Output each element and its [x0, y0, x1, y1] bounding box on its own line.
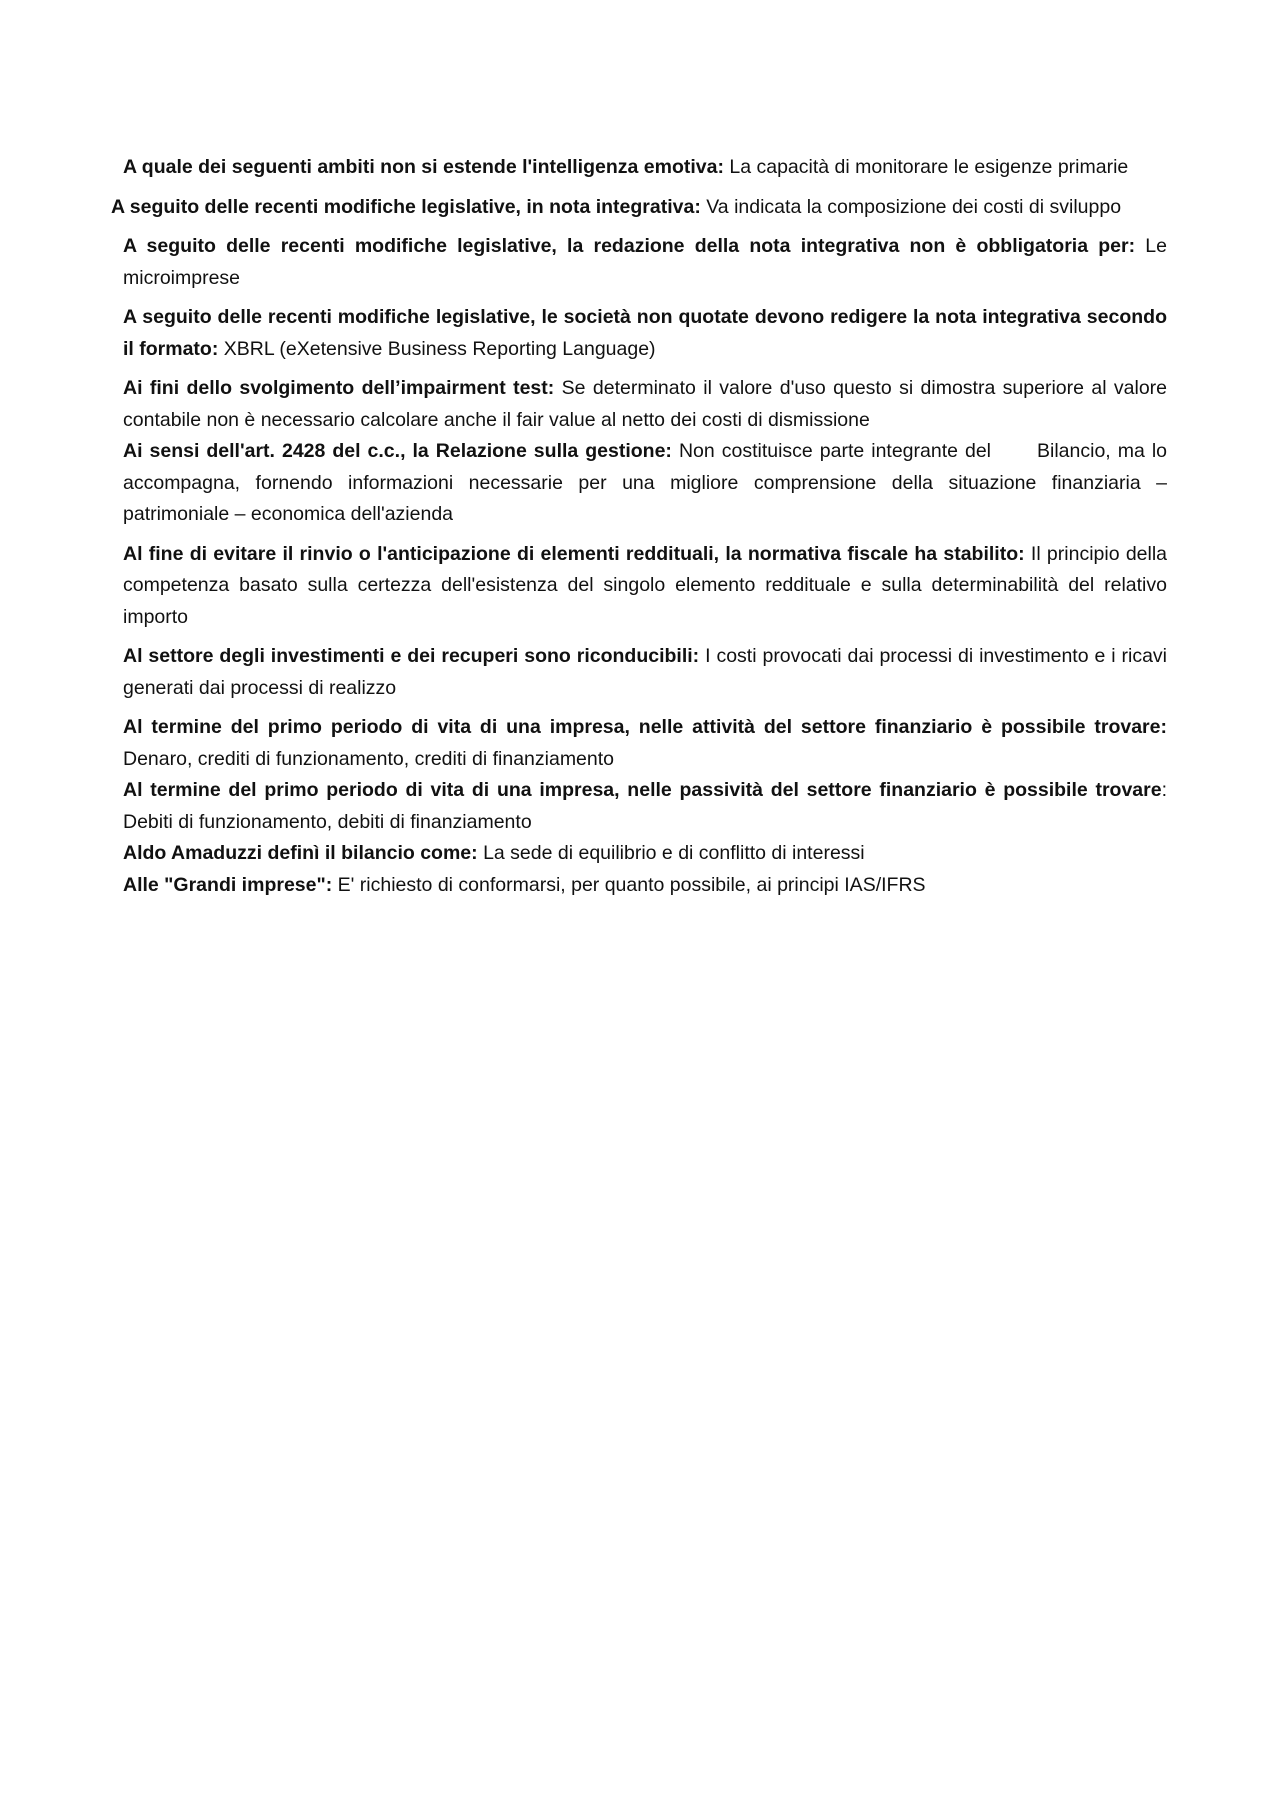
- answer: E' richiesto di conformarsi, per quanto possibile, ai principi IAS/IFRS: [337, 873, 926, 896]
- qa-entry: [123, 870, 1167, 902]
- question: Al termine del primo periodo di vita di una impresa, nelle attività del settore finanziario è possibile trovare:: [123, 716, 1167, 738]
- question: Ai fini dello svolgimento dell’impairment test:: [123, 377, 555, 399]
- question: A seguito delle recenti modifiche legislative, in nota integrativa:: [111, 195, 701, 218]
- question: Al termine del primo periodo di vita di una impresa, nelle passività del settore finanziario è possibile trovare: [123, 779, 1162, 801]
- question: Al fine di evitare il rinvio o l'anticipazione di elementi reddituali, la normativa fiscale ha stabilito:: [123, 542, 1025, 565]
- question: A seguito delle recenti modifiche legislative, le società non quotate devono redigere la nota integrativa secondo il formato:: [123, 306, 1167, 360]
- answer: Se determinato il valore d'uso questo si dimostra superiore al valore contabile non è necessario calcolare anche il fair value al netto dei costi di dismissione: [123, 377, 1168, 431]
- answer: I costi provocati dai processi di investimento e i ricavi generati dai processi di realizzo: [123, 645, 1168, 699]
- answer-part-1: Non costituisce parte integrante del: [678, 440, 992, 462]
- qa-entry: [123, 152, 1167, 184]
- answer: Debiti di funzionamento, debiti di finanziamento: [123, 810, 532, 833]
- qa-entry: [123, 539, 1167, 634]
- answer: La capacità di monitorare le esigenze primarie: [729, 156, 1129, 178]
- answer: Il principio della competenza basato sulla certezza dell'esistenza del singolo elemento reddituale e sulla determinabilità del relativo importo: [123, 542, 1168, 628]
- answer-part-2: Bilancio, ma lo accompagna, fornendo informazioni necessarie per una migliore comprensione della situazione finanziaria – patrimoniale – economica dell'azienda: [123, 440, 1168, 525]
- qa-entry: [70, 192, 1167, 224]
- qa-entry: [123, 436, 1167, 531]
- answer: Le microimprese: [123, 235, 1167, 289]
- question: Alle "Grandi imprese":: [123, 873, 333, 896]
- answer: La sede di equilibrio e di conflitto di interessi: [483, 842, 865, 864]
- question: Al settore degli investimenti e dei recuperi sono riconducibili:: [123, 645, 700, 667]
- question: Ai sensi dell'art. 2428 del c.c., la Relazione sulla gestione:: [123, 440, 672, 462]
- qa-entry: [123, 373, 1167, 436]
- answer-separator: :: [1161, 779, 1167, 801]
- question: A seguito delle recenti modifiche legislative, la redazione della nota integrativa non è obbligatoria per:: [123, 235, 1136, 257]
- qa-list: [111, 152, 1168, 901]
- qa-entry: [123, 231, 1167, 294]
- answer: Denaro, crediti di funzionamento, crediti di finanziamento: [123, 747, 615, 770]
- question: Aldo Amaduzzi definì il bilancio come:: [123, 842, 478, 864]
- qa-entry: [123, 641, 1167, 704]
- qa-entry: [123, 712, 1167, 775]
- qa-entry: [123, 838, 1167, 870]
- qa-entry: [123, 775, 1167, 838]
- qa-entry: [123, 302, 1167, 365]
- answer: XBRL (eXetensive Business Reporting Language): [223, 337, 656, 360]
- question: A quale dei seguenti ambiti non si estende l'intelligenza emotiva:: [123, 156, 724, 178]
- answer: Va indicata la composizione dei costi di sviluppo: [706, 195, 1122, 218]
